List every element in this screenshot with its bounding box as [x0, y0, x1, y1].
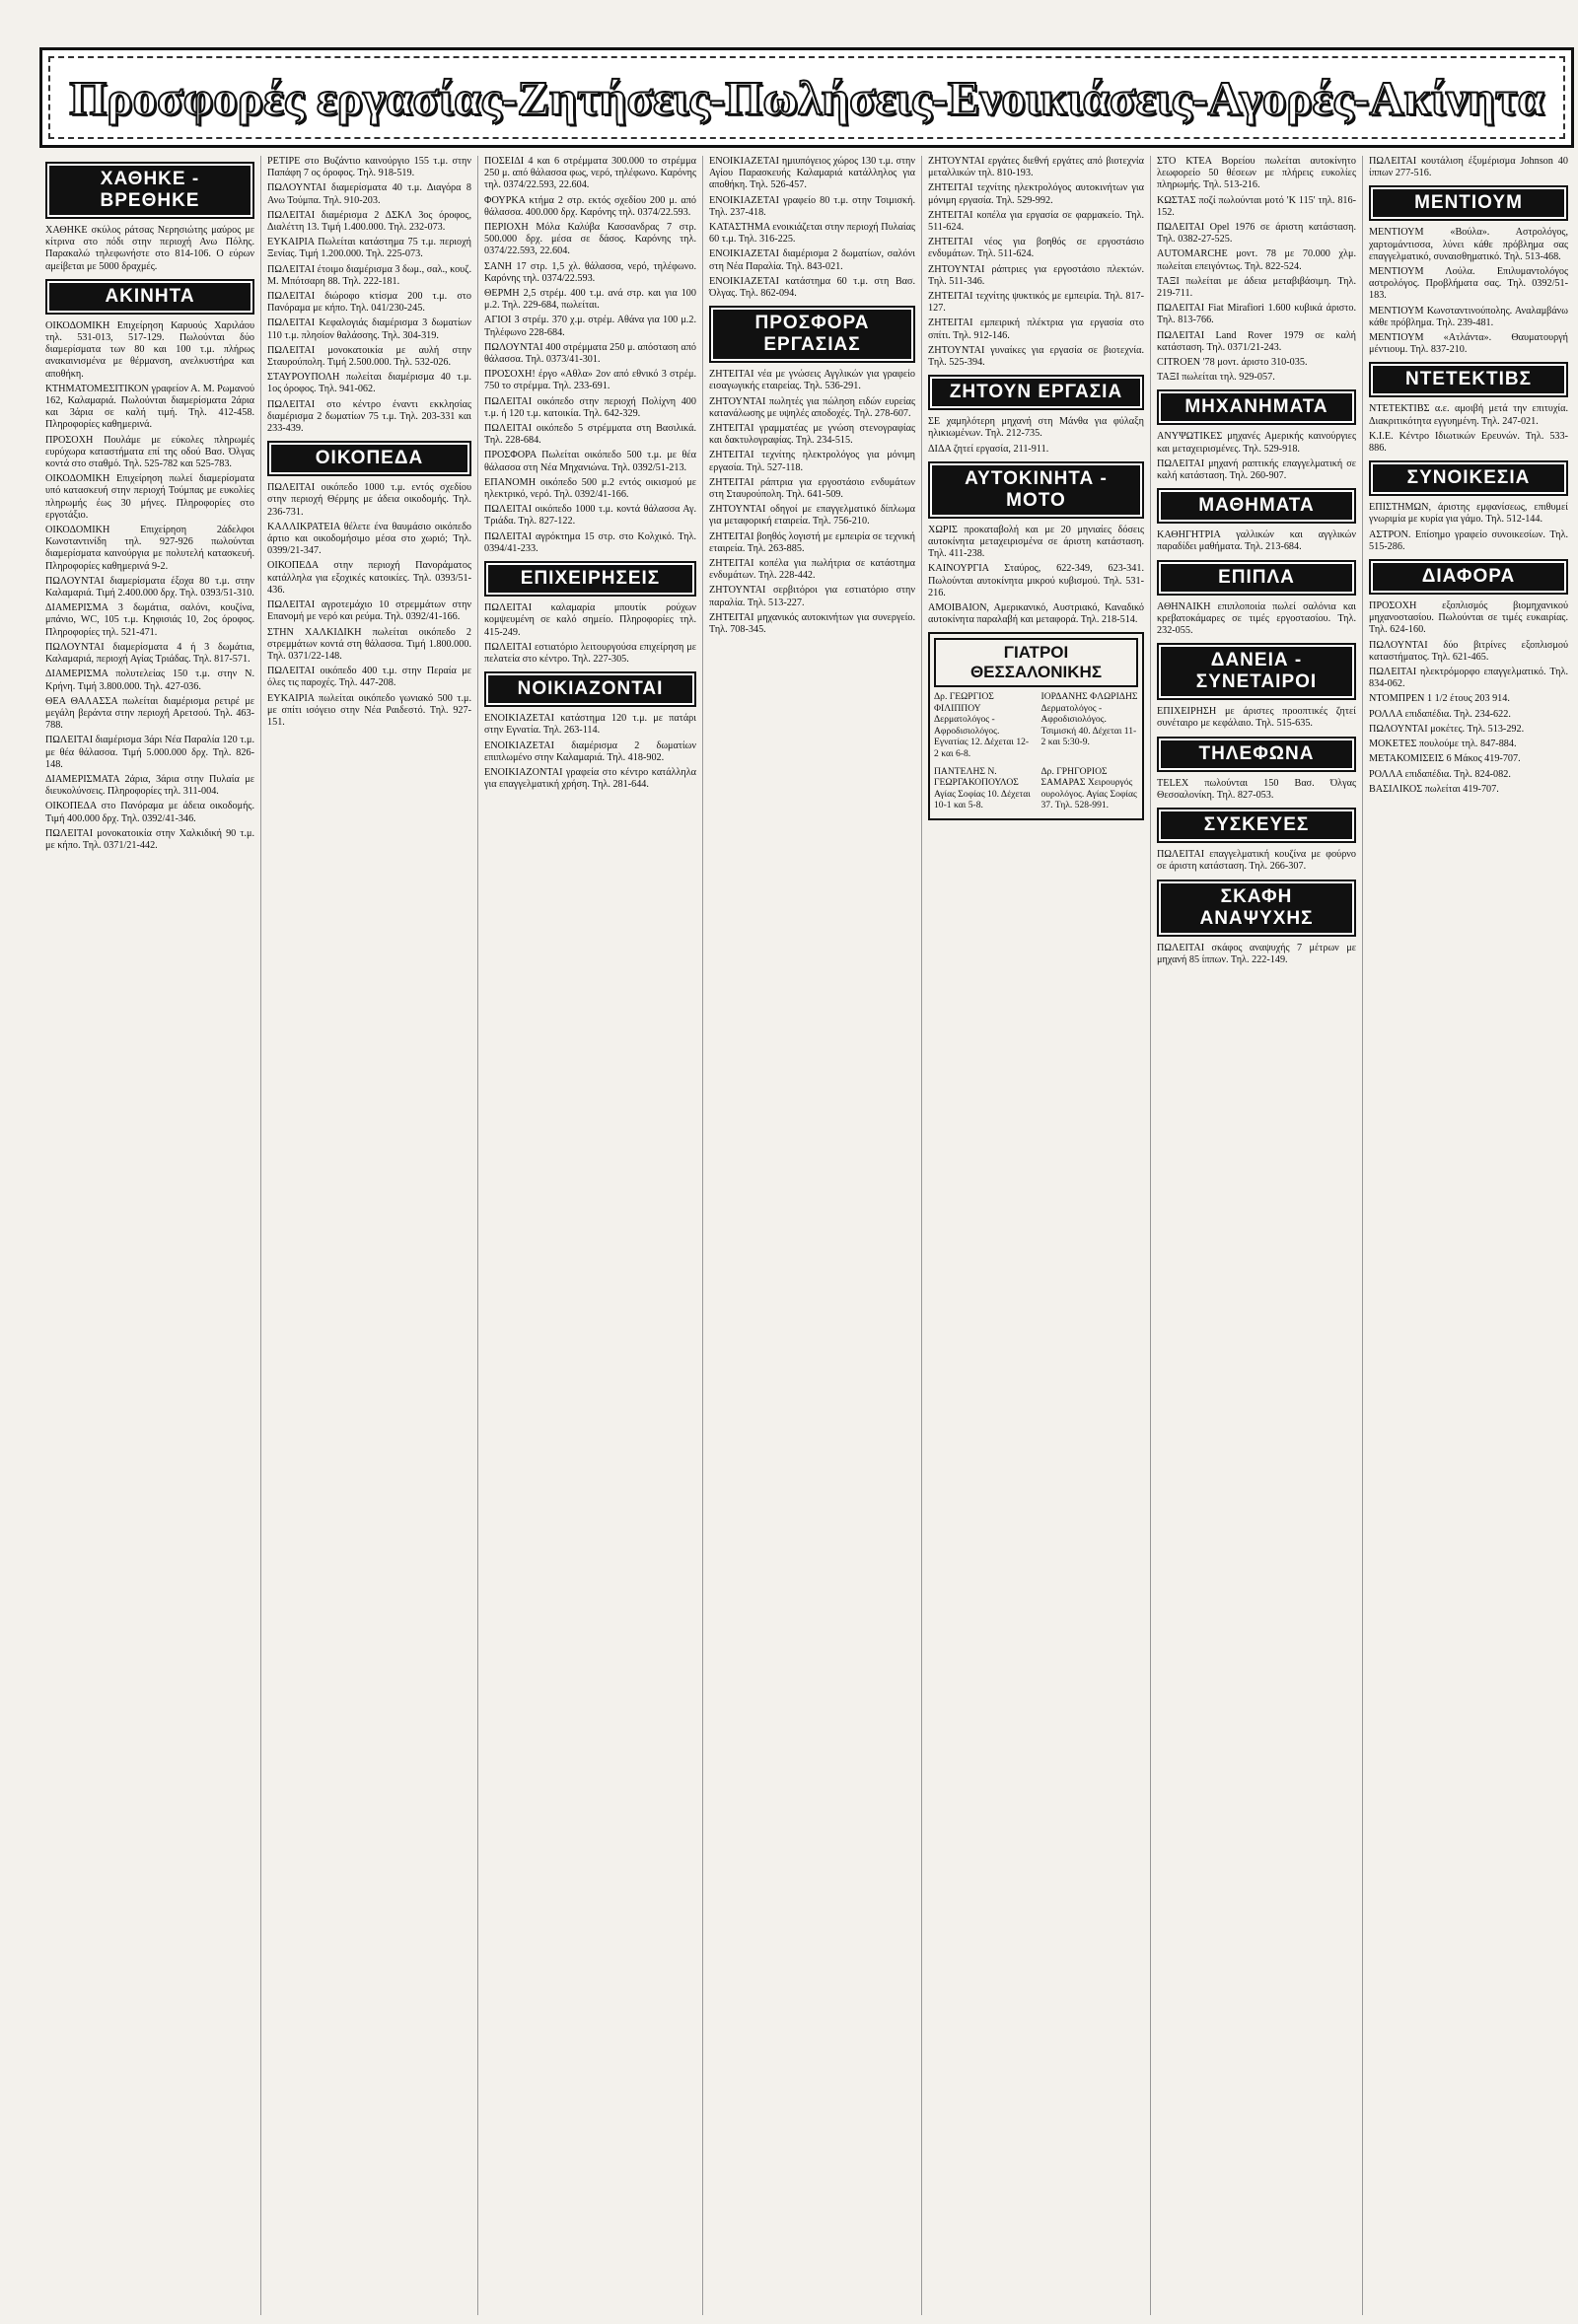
classified-ad: ΕΝΟΙΚΙΑΖΕΤΑΙ γραφείο 80 τ.μ. στην Τσιμισκή. Τηλ. 237-418.	[709, 194, 915, 218]
classified-ad: ΠΩΛΕΙΤΑΙ σκάφος αναψυχής 7 μέτρων με μηχανή 85 ίππων. Τηλ. 222-149.	[1157, 942, 1356, 965]
column-6	[1151, 156, 1363, 2315]
classified-ad: ΤΑΞΙ πωλείται με άδεια μεταβιβάσιμη. Τηλ. 219-711.	[1157, 275, 1356, 300]
doctors-grid	[934, 691, 1138, 813]
classified-ad: ΚΩΣΤΑΣ ποζί πωλούνται μοτό 'Κ 115' τηλ. 816-152.	[1157, 194, 1356, 218]
classified-ad: ΠΡΟΣΟΧΗ Πουλάμε με εύκολες πληρωμές ευρύχωρα καταστήματα επί της οδού Βασ. Όλγας κοντά στο σταθμό. Τηλ. 525-782 και 525-783.	[45, 434, 254, 470]
classified-ad: ΠΩΛΕΙΤΑΙ οικόπεδο 1000 τ.μ. εντός σχεδίου στην περιοχή Θέρμης με άδεια οικοδομής. Τηλ. 236-731.	[267, 482, 471, 518]
classified-ad: ΠΩΛΕΙΤΑΙ οικόπεδο στην περιοχή Πολίχνη 400 τ.μ. ή 120 τ.μ. κατοικία. Τηλ. 642-329.	[484, 395, 696, 419]
classified-ad: ΑΘΗΝΑΙΚΗ επιπλοποιία πωλεί σαλόνια και κρεβατοκάμαρες σε τιμές εργοστασίου. Τηλ. 232-055.	[1157, 600, 1356, 637]
classified-ad: ΚΑΙΝΟΥΡΓΙΑ Σταύρος, 622-349, 623-341. Πωλούνται αυτοκίνητα μικρού κυβισμού. Τηλ. 531-216.	[928, 563, 1144, 599]
classified-ad: ΖΗΤΕΙΤΑΙ τεχνίτης ηλεκτρολόγος αυτοκινήτων για μόνιμη εργασία. Τηλ. 529-992.	[928, 182, 1144, 206]
classified-ad: ΡΟΛΛΑ επιδαπέδια. Τηλ. 824-082.	[1369, 768, 1511, 780]
classified-ad: TELEX πωλούνται 150 Βασ. Όλγας Θεσσαλονίκη. Τηλ. 827-053.	[1157, 777, 1356, 801]
column-5	[922, 156, 1151, 2315]
classified-ad: ΔΙΔΑ ζητεί εργασία, 211-911.	[928, 443, 1049, 455]
column-2	[261, 156, 478, 2315]
section-header: ΑΥΤΟΚΙΝΗΤΑ - ΜΟΤΟ	[928, 461, 1144, 519]
classified-ad: ΠΩΛΕΙΤΑΙ ηλεκτρόμορφο επαγγελματικό. Τηλ. 834-062.	[1369, 667, 1568, 690]
classified-ad: ΧΑΘΗΚΕ σκύλος ράτσας Νερησιώτης μαύρος με κίτρινα στο πόδι στην περιοχή Ανω Πόλης. Παρακαλώ τηλεφωνήστε στο 814-106. Ο εύρων αμείβεται με 5000 δραχμές.	[45, 225, 254, 272]
classified-ad: ΕΥΚΑΙΡΙΑ πωλείται οικόπεδο γωνιακό 500 τ.μ. με σπίτι ισόγειο στην Νέα Ραιδεστό. Τηλ. 927-151.	[267, 692, 471, 728]
classified-ad: ΕΝΟΙΚΙΑΖΕΤΑΙ κατάστημα 120 τ.μ. με πατάρι στην Εγνατία. Τηλ. 263-114.	[484, 713, 696, 737]
classified-ad: ΠΩΛΕΙΤΑΙ αγροτεμάχιο 10 στρεμμάτων στην Επανομή με νερό και ρεύμα. Τηλ. 0392/41-166.	[267, 599, 471, 623]
classified-ad: ΣΤΟ ΚΤΕΑ Βορείου πωλείται αυτοκίνητο λεωφορείο 50 θέσεων με πλήρεις ευκολίες πληρωμής. Τηλ. 513-216.	[1157, 156, 1356, 191]
classified-ad: ΝΤΕΤΕΚΤΙΒΣ α.ε. αμοιβή μετά την επιτυχία. Διακριτικότητα εγγυημένη. Τηλ. 247-021.	[1369, 403, 1568, 427]
classified-ad: ΕΠΙΧΕΙΡΗΣΗ με άριστες προοπτικές ζητεί συνέταιρο με κεφάλαιο. Τηλ. 515-635.	[1157, 706, 1356, 730]
classified-ad: ΝΤΟΜΠΡΕΝ 1 1/2 έτους 203 914.	[1369, 693, 1510, 705]
classified-ad: ΖΗΤΟΥΝΤΑΙ ράπτριες για εργοστάσιο πλεκτών. Τηλ. 511-346.	[928, 263, 1144, 287]
classified-ad: ΟΙΚΟΔΟΜΙΚΗ Επιχείρηση πωλεί διαμερίσματα υπό κατασκευή στην περιοχή Τούμπας με ευκολίες πληρωμής έως 30 μήνες. Πληροφορίες στο εργοτάξιο.	[45, 473, 254, 521]
classifieds-banner	[39, 47, 1574, 148]
classified-ad: ΕΝΟΙΚΙΑΖΕΤΑΙ κατάστημα 60 τ.μ. στη Βασ. Όλγας. Τηλ. 862-094.	[709, 275, 915, 300]
classified-ad: ΔΙΑΜΕΡΙΣΜΑ 3 δωμάτια, σαλόνι, κουζίνα, μπάνιο, WC, 105 τ.μ. Κηφισιάς 10, 2ος όροφος. Πληροφορίες τηλ. 521-471.	[45, 602, 254, 638]
classified-ad: ΠΩΛΕΙΤΑΙ οικόπεδο 1000 τ.μ. κοντά θάλασσα Αγ. Τριάδα. Τηλ. 827-122.	[484, 504, 696, 528]
section-header: ΝΟΙΚΙΑΖΟΝΤΑΙ	[484, 671, 696, 707]
classified-ad: ΠΩΛΕΙΤΑΙ στο κέντρο έναντι εκκλησίας διαμέρισμα 2 δωματίων 75 τ.μ. Τηλ. 203-331 και 233-439.	[267, 398, 471, 435]
classified-ad: ΠΩΛΕΙΤΑΙ καλαμαρία μπουτίκ ρούχων κομψευμένη σε καλό σημείο. Πληροφορίες τηλ. 415-249.	[484, 602, 696, 638]
section-header: ΜΑΘΗΜΑΤΑ	[1157, 488, 1356, 524]
section-header: ΧΑΘΗΚΕ - ΒΡΕΘΗΚΕ	[45, 162, 254, 219]
classified-ad: ΧΩΡΙΣ προκαταβολή και με 20 μηνιαίες δόσεις αυτοκίνητα μεταχειρισμένα σε άριστη κατάσταση. Τηλ. 411-238.	[928, 524, 1144, 560]
classified-ad: ΕΠΙΣΤΗΜΩΝ, άριστης εμφανίσεως, επιθυμεί γνωριμία με κυρία για γάμο. Τηλ. 512-144.	[1369, 502, 1568, 526]
classified-ad: ΖΗΤΕΙΤΑΙ ράπτρια για εργοστάσιο ενδυμάτων στη Σταυρούπολη. Τηλ. 641-509.	[709, 476, 915, 501]
section-header: ΔΙΑΦΟΡΑ	[1369, 559, 1568, 595]
classified-ad: ΠΟΣΕΙΔΙ 4 και 6 στρέμματα 300.000 το στρέμμα 250 μ. από θάλασσα φως, νερό, τηλέφωνο. Καρόνης τηλ. 0374/22.593, 22.604.	[484, 156, 696, 191]
classified-ad: ΟΙΚΟΔΟΜΙΚΗ Επιχείρηση Καρυούς Χαριλάου τηλ. 531-013, 517-129. Πωλούνται δύο διαμερίσματα των 80 και 100 τ.μ. πλήρως ανακαινισμένα με θέρμανση, ανελκυστήρα και αποθήκη.	[45, 319, 254, 380]
classified-ad: ΖΗΤΟΥΝΤΑΙ γυναίκες για εργασία σε βιοτεχνία. Τηλ. 525-394.	[928, 344, 1144, 369]
classified-ad: ΖΗΤΟΥΝΤΑΙ εργάτες διεθνή εργάτες από βιοτεχνία μεταλλικών τηλ. 810-193.	[928, 156, 1144, 179]
classified-ad: ΟΙΚΟΠΕΔΑ στην περιοχή Πανοράματος κατάλληλα για εξοχικές κατοικίες. Τηλ. 0393/51-436.	[267, 560, 471, 596]
classified-ad: ΑΜΟΙΒΑΙΟΝ, Αμερικανικό, Αυστριακό, Καναδικό αυτοκίνητα παραλαβή και μεταφορά. Τηλ. 218-514.	[928, 602, 1144, 626]
classified-ad: ΘΕΡΜΗ 2,5 στρέμ. 400 τ.μ. ανά στρ. και για 100 μ.2. Τηλ. 229-684, πωλείται.	[484, 288, 696, 312]
classified-ad: ΔΙΑΜΕΡΙΣΜΑ πολυτελείας 150 τ.μ. στην Ν. Κρήνη. Τιμή 3.800.000. Τηλ. 427-036.	[45, 669, 254, 692]
classified-ad: ΖΗΤΕΙΤΑΙ κοπέλα για εργασία σε φαρμακείο. Τηλ. 511-624.	[928, 209, 1144, 234]
classified-ad: CITROEN '78 μοντ. άριστο 310-035.	[1157, 357, 1308, 369]
section-header: ΝΤΕΤΕΚΤΙΒΣ	[1369, 362, 1568, 397]
classified-ad: ΠΩΛΕΙΤΑΙ έτοιμο διαμέρισμα 3 δωμ., σαλ., κουζ. Μ. Μπότσαρη 88. Τηλ. 222-181.	[267, 263, 471, 287]
classified-ad: ΡΟΛΛΑ επιδαπέδια. Τηλ. 234-622.	[1369, 708, 1511, 720]
classified-ad: Κ.Ι.Ε. Κέντρο Ιδιωτικών Ερευνών. Τηλ. 533-886.	[1369, 430, 1568, 455]
column-3	[478, 156, 703, 2315]
classified-ad: ΠΩΛΟΥΝΤΑΙ διαμερίσματα έξοχα 80 τ.μ. στην Καλαμαριά. Τιμή 2.400.000 δρχ. Τηλ. 0393/51-310.	[45, 575, 254, 599]
classified-ad: ΜΕΝΤΙΟΥΜ Κωνσταντινούπολης. Αναλαμβάνω κάθε πρόβλημα. Τηλ. 239-481.	[1369, 305, 1568, 328]
page-title: Προσφορές εργασίας-Ζητήσεις-Πωλήσεις-Ενοικιάσεις-Αγορές-Ακίνητα	[69, 70, 1544, 125]
doctors-box	[928, 632, 1144, 819]
doctor-listing: Δρ. ΓΡΗΓΟΡΙΟΣ ΣΑΜΑΡΑΣ Χειρουργός ουρολόγος. Αγίας Σοφίας 37. Τηλ. 528-991.	[1040, 765, 1137, 811]
section-header: ΠΡΟΣΦΟΡΑ ΕΡΓΑΣΙΑΣ	[709, 306, 915, 363]
classified-ad: ΚΑΤΑΣΤΗΜΑ ενοικιάζεται στην περιοχή Πυλαίας 60 τ.μ. Τηλ. 316-225.	[709, 222, 916, 246]
section-header: ΑΚΙΝΗΤΑ	[45, 279, 254, 315]
classified-ad: ΕΝΟΙΚΙΑΖΕΤΑΙ ημιυπόγειος χώρος 130 τ.μ. στην Αγίου Παρασκευής Καλαμαριά κατάλληλος για αποθήκη. Τηλ. 526-457.	[709, 156, 915, 191]
classifieds-page	[39, 156, 1574, 2315]
classified-ad: ΚΤΗΜΑΤΟΜΕΣΙΤΙΚΟΝ γραφείον Α. Μ. Ρωμανού 162, Καλαμαριά. Πωλούνται διαμερίσματα 2άρια και 3άρια σε καλή τιμή. Τηλ. 412-458. Πληροφορίες καθημερινά.	[45, 383, 254, 431]
section-header: ΔΑΝΕΙΑ - ΣΥΝΕΤΑΙΡΟΙ	[1157, 643, 1356, 700]
classified-ad: ΡΕΤΙΡΕ στο Βυζάντιο καινούργιο 155 τ.μ. στην Παπάφη 7 ος όροφος. Τηλ. 918-519.	[267, 156, 471, 179]
classified-ad: ΠΩΛΕΙΤΑΙ Land Rover 1979 σε καλή κατάσταση. Τηλ. 0371/21-243.	[1157, 329, 1356, 353]
classified-ad: ΠΡΟΣΟΧΗ εξοπλισμός βιομηχανικού μηχανοστασίου. Πωλούνται σε τιμές ευκαιρίας. Τηλ. 624-160.	[1369, 600, 1568, 636]
classified-ad: ΑΝΥΨΩΤΙΚΕΣ μηχανές Αμερικής καινούργιες και μεταχειρισμένες. Τηλ. 529-918.	[1157, 431, 1356, 455]
classified-ad: ΜΕΤΑΚΟΜΙΣΕΙΣ 6 Μάκος 419-707.	[1369, 753, 1521, 765]
classified-ad: ΖΗΤΟΥΝΤΑΙ πωλητές για πώληση ειδών ευρείας κατανάλωσης με υψηλές αποδοχές. Τηλ. 278-607.	[709, 395, 915, 419]
classified-ad: ΜΟΚΕΤΕΣ πουλούμε τηλ. 847-884.	[1369, 739, 1517, 750]
classified-ad: ΠΡΟΣΟΧΗ! έργο «Αθλα» 2ον από εθνικό 3 στρέμ. 750 το στρέμμα. Τηλ. 233-691.	[484, 369, 696, 392]
classified-ad: ΠΩΛΕΙΤΑΙ επαγγελματική κουζίνα με φούρνο σε άριστη κατάσταση. Τηλ. 266-307.	[1157, 849, 1356, 873]
classified-ad: ΟΙΚΟΠΕΔΑ στο Πανόραμα με άδεια οικοδομής. Τιμή 400.000 δρχ. Τηλ. 0392/41-346.	[45, 801, 254, 824]
classified-ad: ΠΩΛΕΙΤΑΙ Opel 1976 σε άριστη κατάσταση. Τηλ. 0382-27-525.	[1157, 222, 1356, 246]
classified-ad: AUTOMARCHE μοντ. 78 με 70.000 χλμ. πωλείται επειγόντως. Τηλ. 822-524.	[1157, 248, 1356, 272]
section-header: ΣΚΑΦΗ ΑΝΑΨΥΧΗΣ	[1157, 880, 1356, 937]
classified-ad: ΖΗΤΕΙΤΑΙ νέος για βοηθός σε εργοστάσιο ενδυμάτων. Τηλ. 511-624.	[928, 237, 1144, 260]
classified-ad: ΠΩΛΕΙΤΑΙ Κεφαλογιάς διαμέρισμα 3 δωματίων 110 τ.μ. πλησίον θαλάσσης. Τηλ. 304-319.	[267, 317, 471, 341]
section-header: ΕΠΙΠΛΑ	[1157, 560, 1356, 596]
classified-ad: ΑΣΤΡΟΝ. Επίσημο γραφείο συνοικεσίων. Τηλ. 515-286.	[1369, 528, 1568, 552]
classified-ad: ΣΤΗΝ ΧΑΛΚΙΔΙΚΗ πωλείται οικόπεδο 2 στρεμμάτων κοντά στη θάλασσα. Τιμή 1.800.000. Τηλ. 0371/22-148.	[267, 626, 471, 662]
classified-ad: ΕΝΟΙΚΙΑΖΕΤΑΙ διαμέρισμα 2 δωματίων επιπλωμένο στην Καλαμαριά. Τηλ. 418-902.	[484, 739, 696, 763]
classified-ad: ΠΡΟΣΦΟΡΑ Πωλείται οικόπεδο 500 τ.μ. με θέα θάλασσα στη Νέα Μηχανιώνα. Τηλ. 0392/51-213.	[484, 450, 696, 473]
classified-ad: ΖΗΤΟΥΝΤΑΙ σερβιτόροι για εστιατόριο στην παραλία. Τηλ. 513-227.	[709, 585, 915, 608]
classified-ad: ΠΩΛΟΥΝΤΑΙ διαμερίσματα 4 ή 3 δωμάτια, Καλαμαριά, περιοχή Αγίας Τριάδας. Τηλ. 817-571.	[45, 641, 254, 666]
section-header: ΣΥΣΚΕΥΕΣ	[1157, 808, 1356, 843]
classified-ad: ΠΩΛΕΙΤΑΙ Fiat Mirafiori 1.600 κυβικά άριστο. Τηλ. 813-766.	[1157, 303, 1356, 326]
banner-frame	[48, 56, 1565, 139]
column-4	[703, 156, 922, 2315]
section-header: ΖΗΤΟΥΝ ΕΡΓΑΣΙΑ	[928, 375, 1144, 410]
classified-ad: ΠΩΛΕΙΤΑΙ διαμέρισμα 2 ΔΣΚΛ 3ος όροφος, Διαλέττη 13. Τιμή 1.400.000. Τηλ. 232-073.	[267, 209, 471, 234]
classified-ad: ΣΑΝΗ 17 στρ. 1,5 χλ. θάλασσα, νερό, τηλέφωνο. Καρόνης τηλ. 0374/22.593.	[484, 260, 696, 284]
classified-ad: ΦΟΥΡΚΑ κτήμα 2 στρ. εκτός σχεδίου 200 μ. από θάλασσα. 400.000 δρχ. Καρόνης τηλ. 0374/22.593.	[484, 194, 696, 218]
classified-ad: ΘΕΑ ΘΑΛΑΣΣΑ πωλείται διαμέρισμα ρετιρέ με μεγάλη βεράντα στην περιοχή Αρετσού. Τηλ. 463-788.	[45, 695, 254, 732]
classified-ad: ΖΗΤΕΙΤΑΙ μηχανικός αυτοκινήτων για συνεργείο. Τηλ. 708-345.	[709, 611, 915, 636]
classified-ad: ΖΗΤΕΙΤΑΙ τεχνίτης ψυκτικός με εμπειρία. Τηλ. 817-127.	[928, 291, 1144, 315]
classified-ad: ΕΥΚΑΙΡΙΑ Πωλείται κατάστημα 75 τ.μ. περιοχή Ξενίας. Τιμή 1.200.000. Τηλ. 225-073.	[267, 237, 471, 260]
section-header: ΤΗΛΕΦΩΝΑ	[1157, 737, 1356, 772]
doctor-listing: ΙΟΡΔΑΝΗΣ ΦΛΩΡΙΔΗΣ Δερματολόγος - Αφροδισιολόγος. Τσιμισκή 40. Δέχεται 11-2 και 5:30-9.	[1040, 691, 1138, 748]
classified-ad: ΠΩΛΟΥΝΤΑΙ 400 στρέμματα 250 μ. απόσταση από θάλασσα. Τηλ. 0373/41-301.	[484, 341, 696, 366]
classified-ad: ΖΗΤΕΙΤΑΙ νέα με γνώσεις Αγγλικών για γραφείο εισαγωγικής εταιρείας. Τηλ. 536-291.	[709, 369, 915, 392]
classified-ad: ΜΕΝΤΙΟΥΜ Λούλα. Επιλυμαντολόγος αστρολόγος. Προβλήματα σας. Τηλ. 0392/51-183.	[1369, 266, 1568, 302]
classified-ad: ΜΕΝΤΙΟΥΜ «Ατλάντα». Θαυματουργή μέντιουμ. Τηλ. 837-210.	[1369, 332, 1568, 356]
doctor-listing: Δρ. ΓΕΩΡΓΙΟΣ ΦΙΛΙΠΠΟΥ Δερματολόγος - Αφροδισιολόγος. Εγνατίας 12. Δέχεται 12-2 και 6-8.	[934, 691, 1030, 759]
classified-ad: ΑΓΙΟΙ 3 στρέμ. 370 χ.μ. στρέμ. Αθάνα για 100 μ.2. Τηλέφωνο 228-684.	[484, 315, 696, 338]
classified-ad: ΣΤΑΥΡΟΥΠΟΛΗ πωλείται διαμέρισμα 40 τ.μ. 1ος όροφος. Τηλ. 941-062.	[267, 372, 471, 395]
section-header: ΕΠΙΧΕΙΡΗΣΕΙΣ	[484, 561, 696, 597]
classified-ad: ΖΗΤΕΙΤΑΙ γραμματέας με γνώση στενογραφίας και δακτυλογραφίας. Τηλ. 234-515.	[709, 423, 915, 447]
classified-ad: ΠΩΛΟΥΝΤΑΙ δύο βιτρίνες εξοπλισμού καταστήματος. Τηλ. 621-465.	[1369, 639, 1568, 663]
classified-ad: ΠΩΛΕΙΤΑΙ αγρόκτημα 15 στρ. στο Κολχικό. Τηλ. 0394/41-233.	[484, 530, 696, 554]
column-7	[1363, 156, 1574, 2315]
classified-ad: ΕΝΟΙΚΙΑΖΕΤΑΙ διαμέρισμα 2 δωματίων, σαλόνι στη Νέα Παραλία. Τηλ. 843-021.	[709, 248, 915, 272]
classified-ad: ΠΩΛΕΙΤΑΙ διαμέρισμα 3άρι Νέα Παραλία 120 τ.μ. με θέα θάλασσα. Τιμή 5.000.000 δρχ. Τηλ. 826-148.	[45, 735, 254, 770]
classified-ad: ΟΙΚΟΔΟΜΙΚΗ Επιχείρηση 2άδελφοι Κωνσταντινίδη τηλ. 927-926 πωλούνται διαμερίσματα καινούργια με πολυτελή κατασκευή. Πληροφορίες καθημερινά 9-2.	[45, 525, 254, 572]
classified-ad: ΠΩΛΟΥΝΤΑΙ διαμερίσματα 40 τ.μ. Διαγόρα 8 Ανω Τούμπα. Τηλ. 910-203.	[267, 182, 471, 206]
section-header: ΜΕΝΤΙΟΥΜ	[1369, 185, 1568, 221]
classified-ad: ΤΑΞΙ πωλείται τηλ. 929-057.	[1157, 372, 1275, 384]
classified-ad: ΠΩΛΕΙΤΑΙ οικόπεδο 400 τ.μ. στην Περαία με όλες τις παροχές. Τηλ. 447-208.	[267, 666, 471, 689]
classified-ad: ΖΗΤΕΙΤΑΙ τεχνίτης ηλεκτρολόγος για μόνιμη εργασία. Τηλ. 527-118.	[709, 450, 915, 473]
classified-ad: ΖΗΤΟΥΝΤΑΙ οδηγοί με επαγγελματικό δίπλωμα για μεταφορική εταιρεία. Τηλ. 756-210.	[709, 504, 915, 528]
classified-ad: ΖΗΤΕΙΤΑΙ εμπειρική πλέκτρια για εργασία στο σπίτι. Τηλ. 912-146.	[928, 317, 1144, 341]
classified-ad: ΣΕ χαμηλότερη μηχανή στη Μάνθα για φύλαξη ηλικιωμένων. Τηλ. 212-735.	[928, 416, 1144, 440]
classified-ad: ΔΙΑΜΕΡΙΣΜΑΤΑ 2άρια, 3άρια στην Πυλαία με διευκολύνσεις. Πληροφορίες τηλ. 311-004.	[45, 773, 254, 798]
column-1	[39, 156, 261, 2315]
classified-ad: ΜΕΝΤΙΟΥΜ «Βούλα». Αστρολόγος, χαρτομάντισσα, λύνει κάθε πρόβλημα σας επαγγελματικό, συναισθηματικό. Τηλ. 513-468.	[1369, 227, 1568, 262]
section-header: ΟΙΚΟΠΕΔΑ	[267, 441, 471, 476]
classified-ad: ΚΑΛΛΙΚΡΑΤΕΙΑ θέλετε ένα θαυμάσιο οικόπεδο άρτιο και οικοδομήσιμο μέσα στο χωριό; Τηλ. 0399/21-347.	[267, 521, 471, 557]
classified-ad: ΠΩΛΕΙΤΑΙ μονοκατοικία στην Χαλκιδική 90 τ.μ. με κήπο. Τηλ. 0371/21-442.	[45, 827, 254, 851]
section-header: ΜΗΧΑΝΗΜΑΤΑ	[1157, 389, 1356, 425]
doctor-listing: ΠΑΝΤΕΛΗΣ Ν. ΓΕΩΡΓΑΚΟΠΟΥΛΟΣ Αγίας Σοφίας 10. Δέχεται 10-1 και 5-8.	[934, 765, 1031, 811]
classified-ad: ΖΗΤΕΙΤΑΙ βοηθός λογιστή με εμπειρία σε τεχνική εταιρεία. Τηλ. 263-885.	[709, 530, 915, 554]
classified-ad: ΠΩΛΕΙΤΑΙ διώροφο κτίσμα 200 τ.μ. στο Πανόραμα με κήπο. Τηλ. 041/230-245.	[267, 291, 471, 315]
classified-ad: ΕΝΟΙΚΙΑΖΟΝΤΑΙ γραφεία στο κέντρο κατάλληλα για επαγγελματική χρήση. Τηλ. 281-644.	[484, 766, 696, 791]
classified-ad: ΠΩΛΕΙΤΑΙ οικόπεδο 5 στρέμματα στη Βασιλικά. Τηλ. 228-684.	[484, 423, 696, 447]
classified-ad: ΠΩΛΕΙΤΑΙ μονοκατοικία με αυλή στην Σταυρούπολη. Τιμή 2.500.000. Τηλ. 532-026.	[267, 344, 471, 369]
classified-ad: ΕΠΑΝΟΜΗ οικόπεδο 500 μ.2 εντός οικισμού με ηλεκτρικό, νερό. Τηλ. 0392/41-166.	[484, 476, 696, 501]
section-header: ΓΙΑΤΡΟΙ ΘΕΣΣΑΛΟΝΙΚΗΣ	[934, 638, 1138, 687]
classified-ad: ΖΗΤΕΙΤΑΙ κοπέλα για πωλήτρια σε κατάστημα ενδυμάτων. Τηλ. 228-442.	[709, 558, 915, 582]
classified-ad: ΠΩΛΟΥΝΤΑΙ μοκέτες. Τηλ. 513-292.	[1369, 723, 1525, 735]
classified-ad: ΒΑΣΙΛΙΚΟΣ πωλείται 419-707.	[1369, 783, 1499, 795]
classified-ad: ΠΕΡΙΟΧΗ Μόλα Καλύβα Κασσανδρας 7 στρ. 500.000 δρχ. μέσα σε δάσος. Καρόνης τηλ. 0374/22.593, 22.604.	[484, 222, 696, 257]
classified-ad: ΠΩΛΕΙΤΑΙ κουτάλιση έξυμέρισμα Johnson 40 ίππων 277-516.	[1369, 156, 1568, 179]
classified-ad: ΠΩΛΕΙΤΑΙ μηχανή ραπτικής επαγγελματική σε καλή κατάσταση. Τηλ. 260-907.	[1157, 458, 1356, 482]
section-header: ΣΥΝΟΙΚΕΣΙΑ	[1369, 460, 1568, 496]
classified-ad: ΚΑΘΗΓΗΤΡΙΑ γαλλικών και αγγλικών παραδίδει μαθήματα. Τηλ. 213-684.	[1157, 529, 1356, 553]
classified-ad: ΠΩΛΕΙΤΑΙ εστιατόριο λειτουργούσα επιχείρηση με πελατεία στο κέντρο. Τηλ. 227-305.	[484, 641, 696, 665]
